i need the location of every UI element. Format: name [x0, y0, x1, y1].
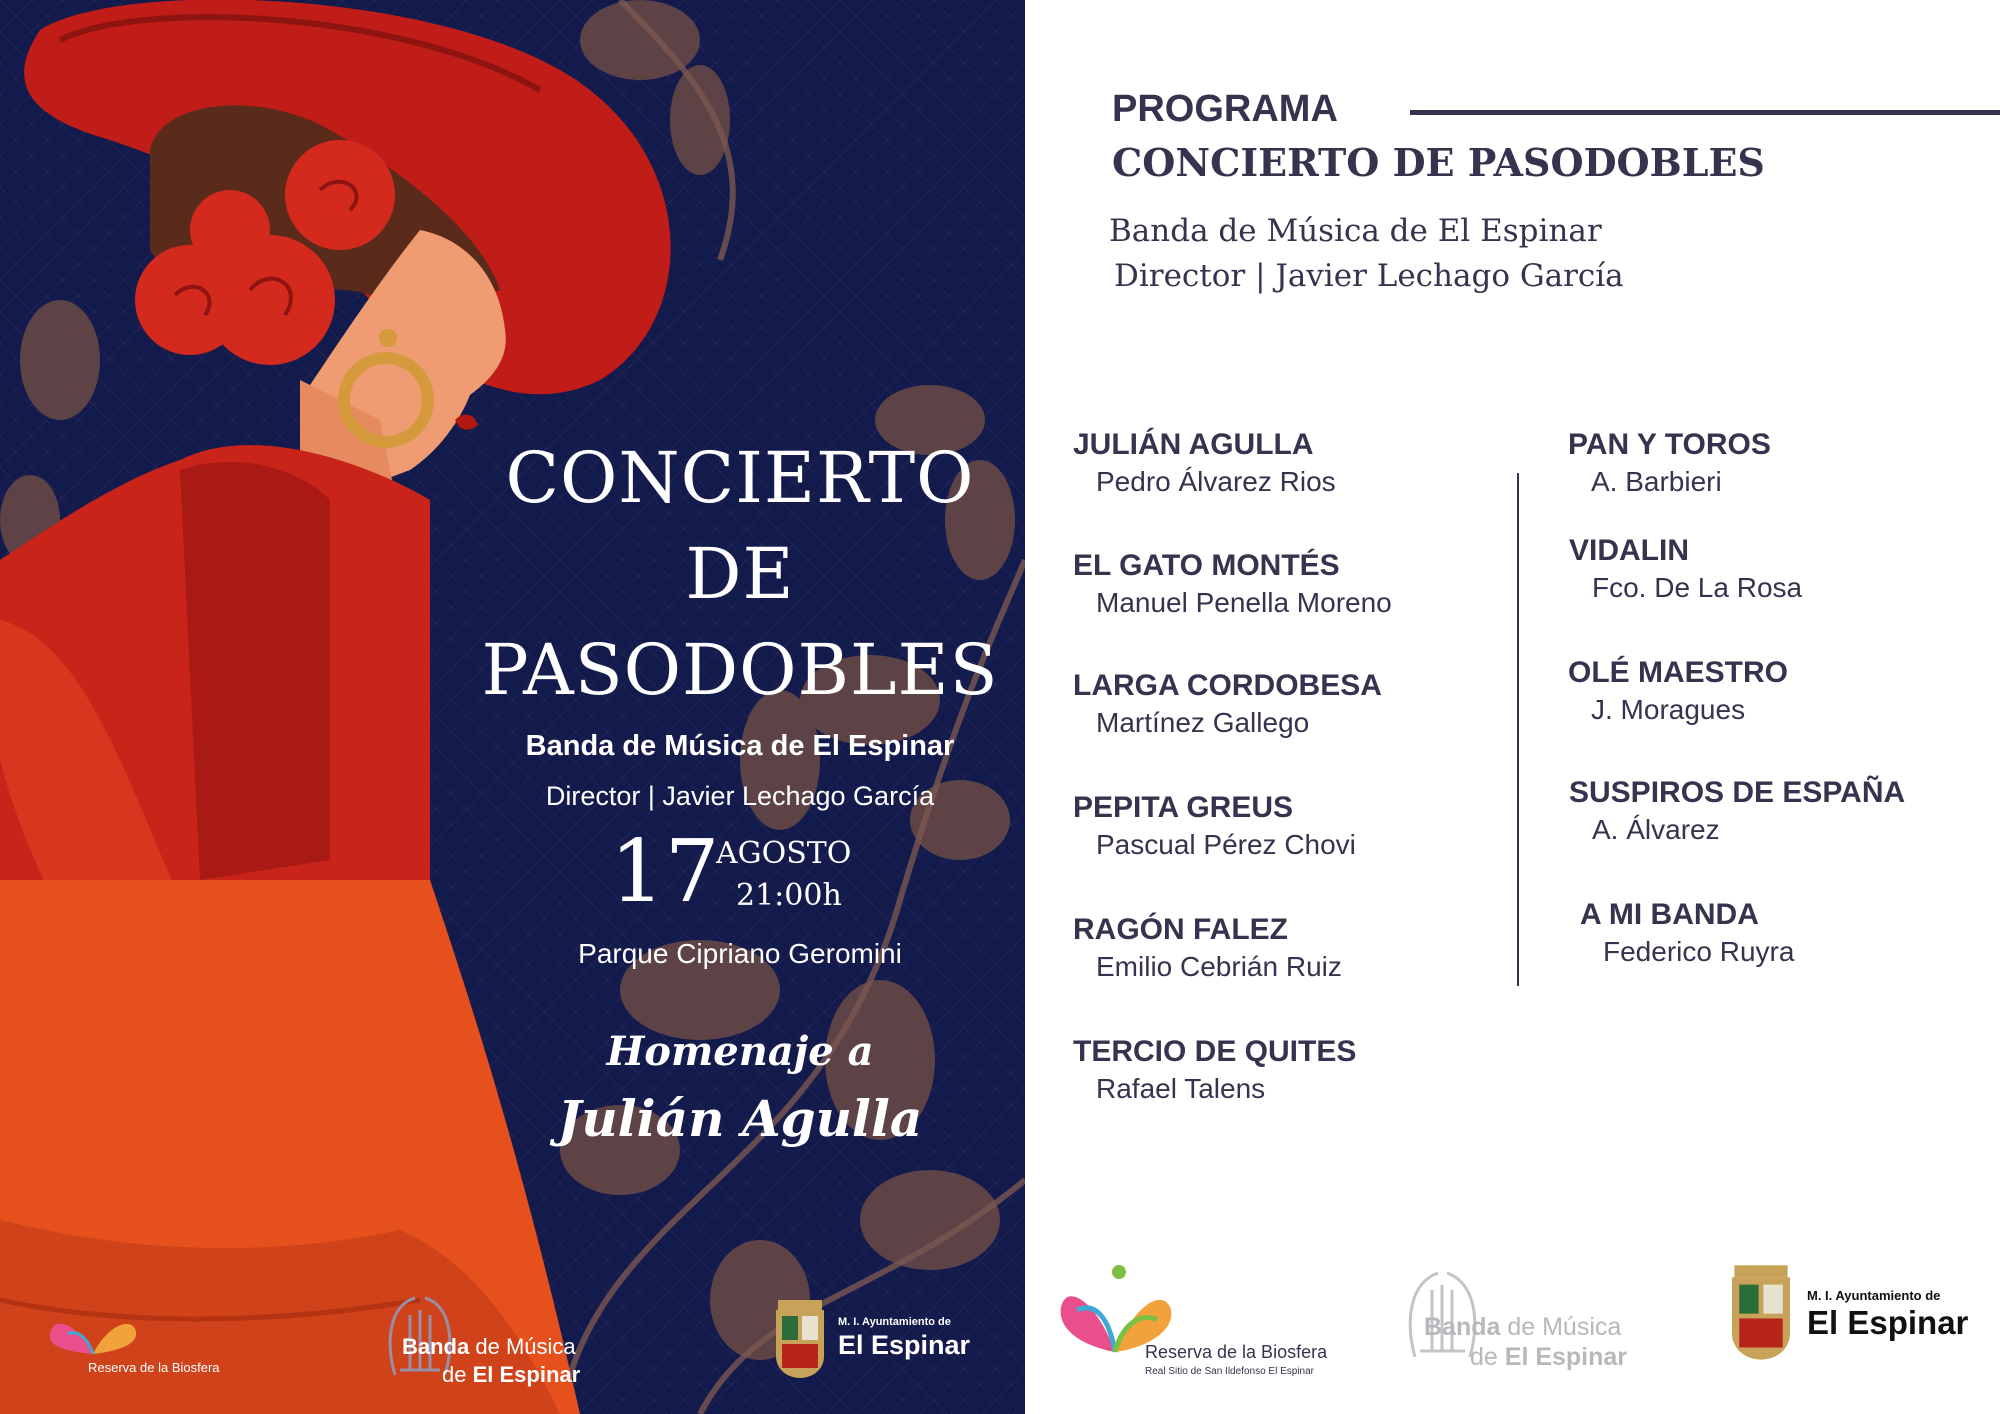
- program-ayto-line1: M. I. Ayuntamiento de: [1807, 1288, 1941, 1303]
- poster-ayuntamiento-logo: [772, 1294, 992, 1384]
- program-piece: [1073, 791, 1356, 861]
- piece-composer: Martínez Gallego: [1096, 707, 1310, 738]
- piece-title: A MI BANDA: [1580, 898, 1759, 931]
- program-piece: [1073, 1035, 1356, 1105]
- piece-title: LARGA CORDOBESA: [1073, 669, 1382, 702]
- program-band-name: Banda de Música de El Espinar: [1109, 213, 1602, 249]
- poster-biosfera-label: Reserva de la Biosfera: [88, 1360, 220, 1375]
- piece-composer: A. Barbieri: [1591, 466, 1722, 497]
- program-piece: [1568, 428, 1771, 498]
- poster-banda-word: Banda: [402, 1334, 470, 1359]
- program-biosfera-sub: Real Sitio de San Ildefonso El Espinar: [1145, 1366, 1314, 1377]
- piece-title: JULIÁN AGULLA: [1073, 428, 1314, 461]
- program-ayto-line2: El Espinar: [1807, 1304, 1969, 1341]
- piece-title: VIDALIN: [1569, 534, 1689, 567]
- poster-banda-place: El Espinar: [472, 1362, 581, 1387]
- piece-title: PEPITA GREUS: [1073, 791, 1294, 824]
- poster-band-name: Banda de Música de El Espinar: [525, 730, 955, 762]
- program-piece: [1568, 656, 1788, 726]
- program-biosfera-logo: [1057, 1262, 1328, 1382]
- piece-title: OLÉ MAESTRO: [1568, 656, 1789, 689]
- poster-title-line2: PASODOBLES: [481, 629, 999, 711]
- piece-composer: Rafael Talens: [1096, 1073, 1266, 1104]
- piece-composer: Pedro Álvarez Rios: [1096, 466, 1336, 497]
- poster-banda-de: de: [442, 1362, 473, 1387]
- program-piece: [1580, 898, 1794, 968]
- coat-of-arms-icon: [1727, 1258, 1795, 1362]
- program-title: CONCIERTO DE PASODOBLES: [1112, 140, 1765, 185]
- program-piece: [1073, 428, 1336, 498]
- heading-rule: [1410, 110, 2000, 115]
- piece-composer: Fco. De La Rosa: [1592, 572, 1803, 603]
- poster-text-block: [460, 430, 1020, 1148]
- poster-director: Director | Javier Lechago García: [545, 781, 935, 811]
- program-piece: [1569, 776, 1905, 846]
- poster-homage-line1: Homenaje a: [606, 1028, 874, 1075]
- poster-biosfera-logo: [48, 1304, 238, 1384]
- poster-homage-line2: Julián Agulla: [557, 1089, 923, 1148]
- poster-banda-rest: de Música: [469, 1334, 576, 1359]
- poster-venue: Parque Cipriano Geromini: [578, 938, 902, 969]
- piece-title: PAN Y TOROS: [1568, 428, 1771, 461]
- poster-date: [460, 822, 1020, 926]
- program-banda-word: Banda: [1424, 1313, 1501, 1341]
- poster-title-line1: CONCIERTO DE: [505, 437, 975, 615]
- program-banda-de: de: [1470, 1343, 1505, 1371]
- program-panel: [1025, 0, 2000, 1414]
- program-ayuntamiento-logo: [1727, 1258, 1987, 1368]
- piece-composer: Manuel Penella Moreno: [1096, 587, 1392, 618]
- coat-of-arms-icon: [772, 1294, 828, 1380]
- program-piece: [1569, 534, 1802, 604]
- program-banda-rest: de Música: [1500, 1313, 1622, 1341]
- poster-ayto-line2: El Espinar: [838, 1330, 971, 1360]
- poster-time: 21:00h: [736, 878, 842, 913]
- poster-ayto-line1: M. I. Ayuntamiento de: [838, 1316, 951, 1328]
- program-heading: PROGRAMA: [1112, 88, 1338, 130]
- piece-composer: A. Álvarez: [1592, 814, 1720, 845]
- piece-composer: J. Moragues: [1591, 694, 1746, 725]
- piece-title: RAGÓN FALEZ: [1073, 913, 1288, 946]
- column-divider: [1517, 473, 1519, 986]
- program-piece: [1073, 549, 1392, 619]
- program-biosfera-label: Reserva de la Biosfera: [1145, 1342, 1328, 1362]
- butterfly-icon: [48, 1304, 138, 1359]
- piece-title: TERCIO DE QUITES: [1073, 1035, 1357, 1068]
- piece-title: EL GATO MONTÉS: [1073, 549, 1340, 582]
- piece-composer: Pascual Pérez Chovi: [1096, 829, 1356, 860]
- program-banda-logo: [1400, 1265, 1640, 1375]
- program-piece: [1073, 669, 1382, 739]
- program-piece: [1073, 913, 1342, 983]
- poster-day: 17: [610, 822, 720, 922]
- poster-month: AGOSTO: [716, 836, 852, 871]
- piece-composer: Federico Ruyra: [1603, 936, 1795, 967]
- program-banda-place: El Espinar: [1504, 1343, 1628, 1371]
- program-director: Director | Javier Lechago García: [1114, 258, 1624, 294]
- piece-composer: Emilio Cebrián Ruiz: [1096, 951, 1342, 982]
- poster-banda-logo: [380, 1290, 610, 1390]
- piece-title: SUSPIROS DE ESPAÑA: [1569, 776, 1906, 809]
